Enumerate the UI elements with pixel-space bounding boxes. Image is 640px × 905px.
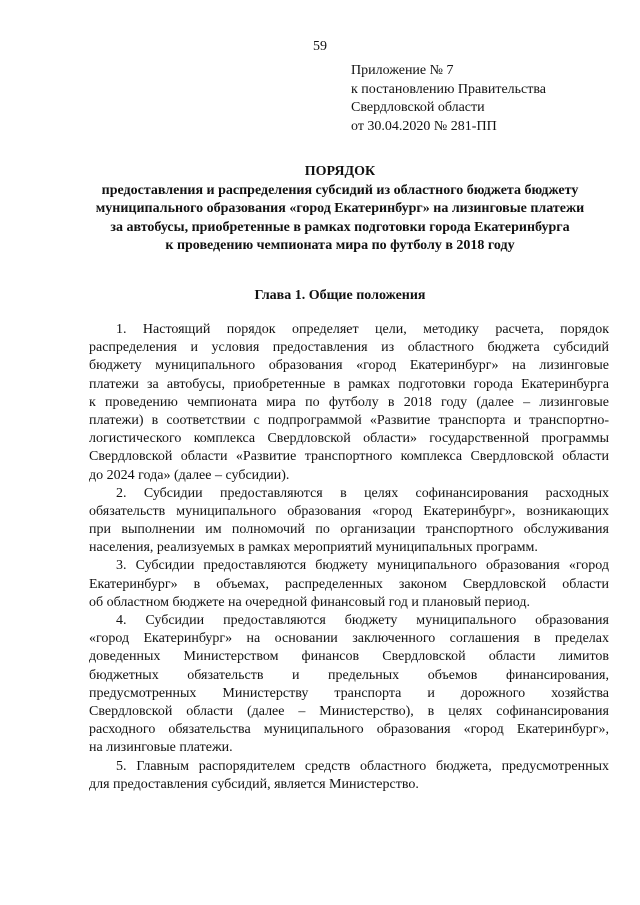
paragraph-line: 2. Субсидии предоставляются в целях софинансирования расходных [116, 485, 609, 501]
paragraph-line: доведенных Министерством финансов Свердловской области лимитов [89, 649, 609, 665]
paragraph-line: платежи) в соответствии с подпрограммой «Развитие транспорта и транспортно- [89, 412, 609, 428]
paragraph-1 [89, 321, 609, 485]
paragraph-line: 5. Главным распорядителем средств областного бюджета, предусмотренных [116, 758, 609, 774]
paragraph-line: 3. Субсидии предоставляются бюджету муниципального образования «город [116, 558, 609, 574]
paragraph-line: населения, реализуемых в рамках мероприятий муниципальных программ. [89, 540, 538, 556]
title-line: за автобусы, приобретенные в рамках подготовки города Екатеринбурга [110, 219, 570, 235]
title-line: к проведению чемпионата мира по футболу в 2018 году [165, 238, 515, 253]
title-line: муниципального образования «город Екатеринбург» на лизинговые платежи [95, 201, 585, 216]
appendix-line: Свердловской области [351, 100, 485, 115]
paragraph-2 [89, 485, 609, 558]
paragraph-line: обязательств муниципального образования «город Екатеринбург», возникающих [89, 503, 609, 519]
paragraph-line: об областном бюджете на очередной финансовый год и плановый период. [89, 594, 530, 610]
paragraph-line: распределения и условия предоставления из областного бюджета субсидий [89, 340, 609, 356]
paragraph-line: расходного обязательства муниципального образования «город Екатеринбург», [89, 722, 609, 738]
paragraph-line: предусмотренных Министерству транспорта и дорожного хозяйства [89, 685, 609, 701]
paragraph-line: Екатеринбург» в объемах, распределенных законом Свердловской области [89, 576, 609, 592]
paragraph-line: Свердловской области «Развитие транспортного комплекса Свердловской области [89, 449, 609, 465]
title-line: предоставления и распределения субсидий из областного бюджета бюджету [101, 182, 579, 198]
paragraph-line: 4. Субсидии предоставляются бюджету муниципального образования [116, 613, 609, 628]
paragraph-line: на лизинговые платежи. [89, 740, 233, 756]
paragraph-line: «город Екатеринбург» на основании заключенного соглашения в пределах [89, 631, 609, 647]
appendix-line: к постановлению Правительства [351, 81, 547, 97]
paragraph-line: Свердловской области (далее – Министерство), в целях софинансирования [89, 703, 609, 719]
page-number: 59 [313, 39, 327, 54]
document-title [60, 163, 620, 256]
paragraph-line: платежи за автобусы, приобретенные в рамках подготовки города Екатеринбурга [89, 376, 609, 392]
paragraph-line: логистического комплекса Свердловской области» государственной программы [89, 431, 609, 447]
body-text [89, 321, 609, 794]
paragraph-line: 1. Настоящий порядок определяет цели, методику расчета, порядок [116, 322, 609, 337]
paragraph-line: бюджетных обязательств и предельных объемов финансирования, [89, 667, 609, 683]
appendix-block [351, 62, 546, 136]
paragraph-line: при выполнении им полномочий по организации транспортного обслуживания [89, 522, 609, 538]
paragraph-line: для предоставления субсидий, является Министерство. [89, 776, 419, 792]
paragraph-4 [89, 612, 609, 758]
chapter-heading: Глава 1. Общие положения [254, 288, 426, 303]
paragraph-5 [89, 758, 609, 794]
appendix-line: Приложение № 7 [351, 63, 454, 78]
title-heading: ПОРЯДОК [304, 164, 376, 179]
paragraph-line: до 2024 года» (далее – субсидии). [89, 467, 290, 483]
paragraph-line: к проведению чемпионата мира по футболу в 2018 году (далее – лизинговые [89, 394, 609, 410]
appendix-line: от 30.04.2020 № 281-ПП [351, 118, 497, 134]
paragraph-3 [89, 557, 609, 612]
paragraph-line: бюджету муниципального образования «город Екатеринбург» на лизинговые [89, 358, 609, 374]
